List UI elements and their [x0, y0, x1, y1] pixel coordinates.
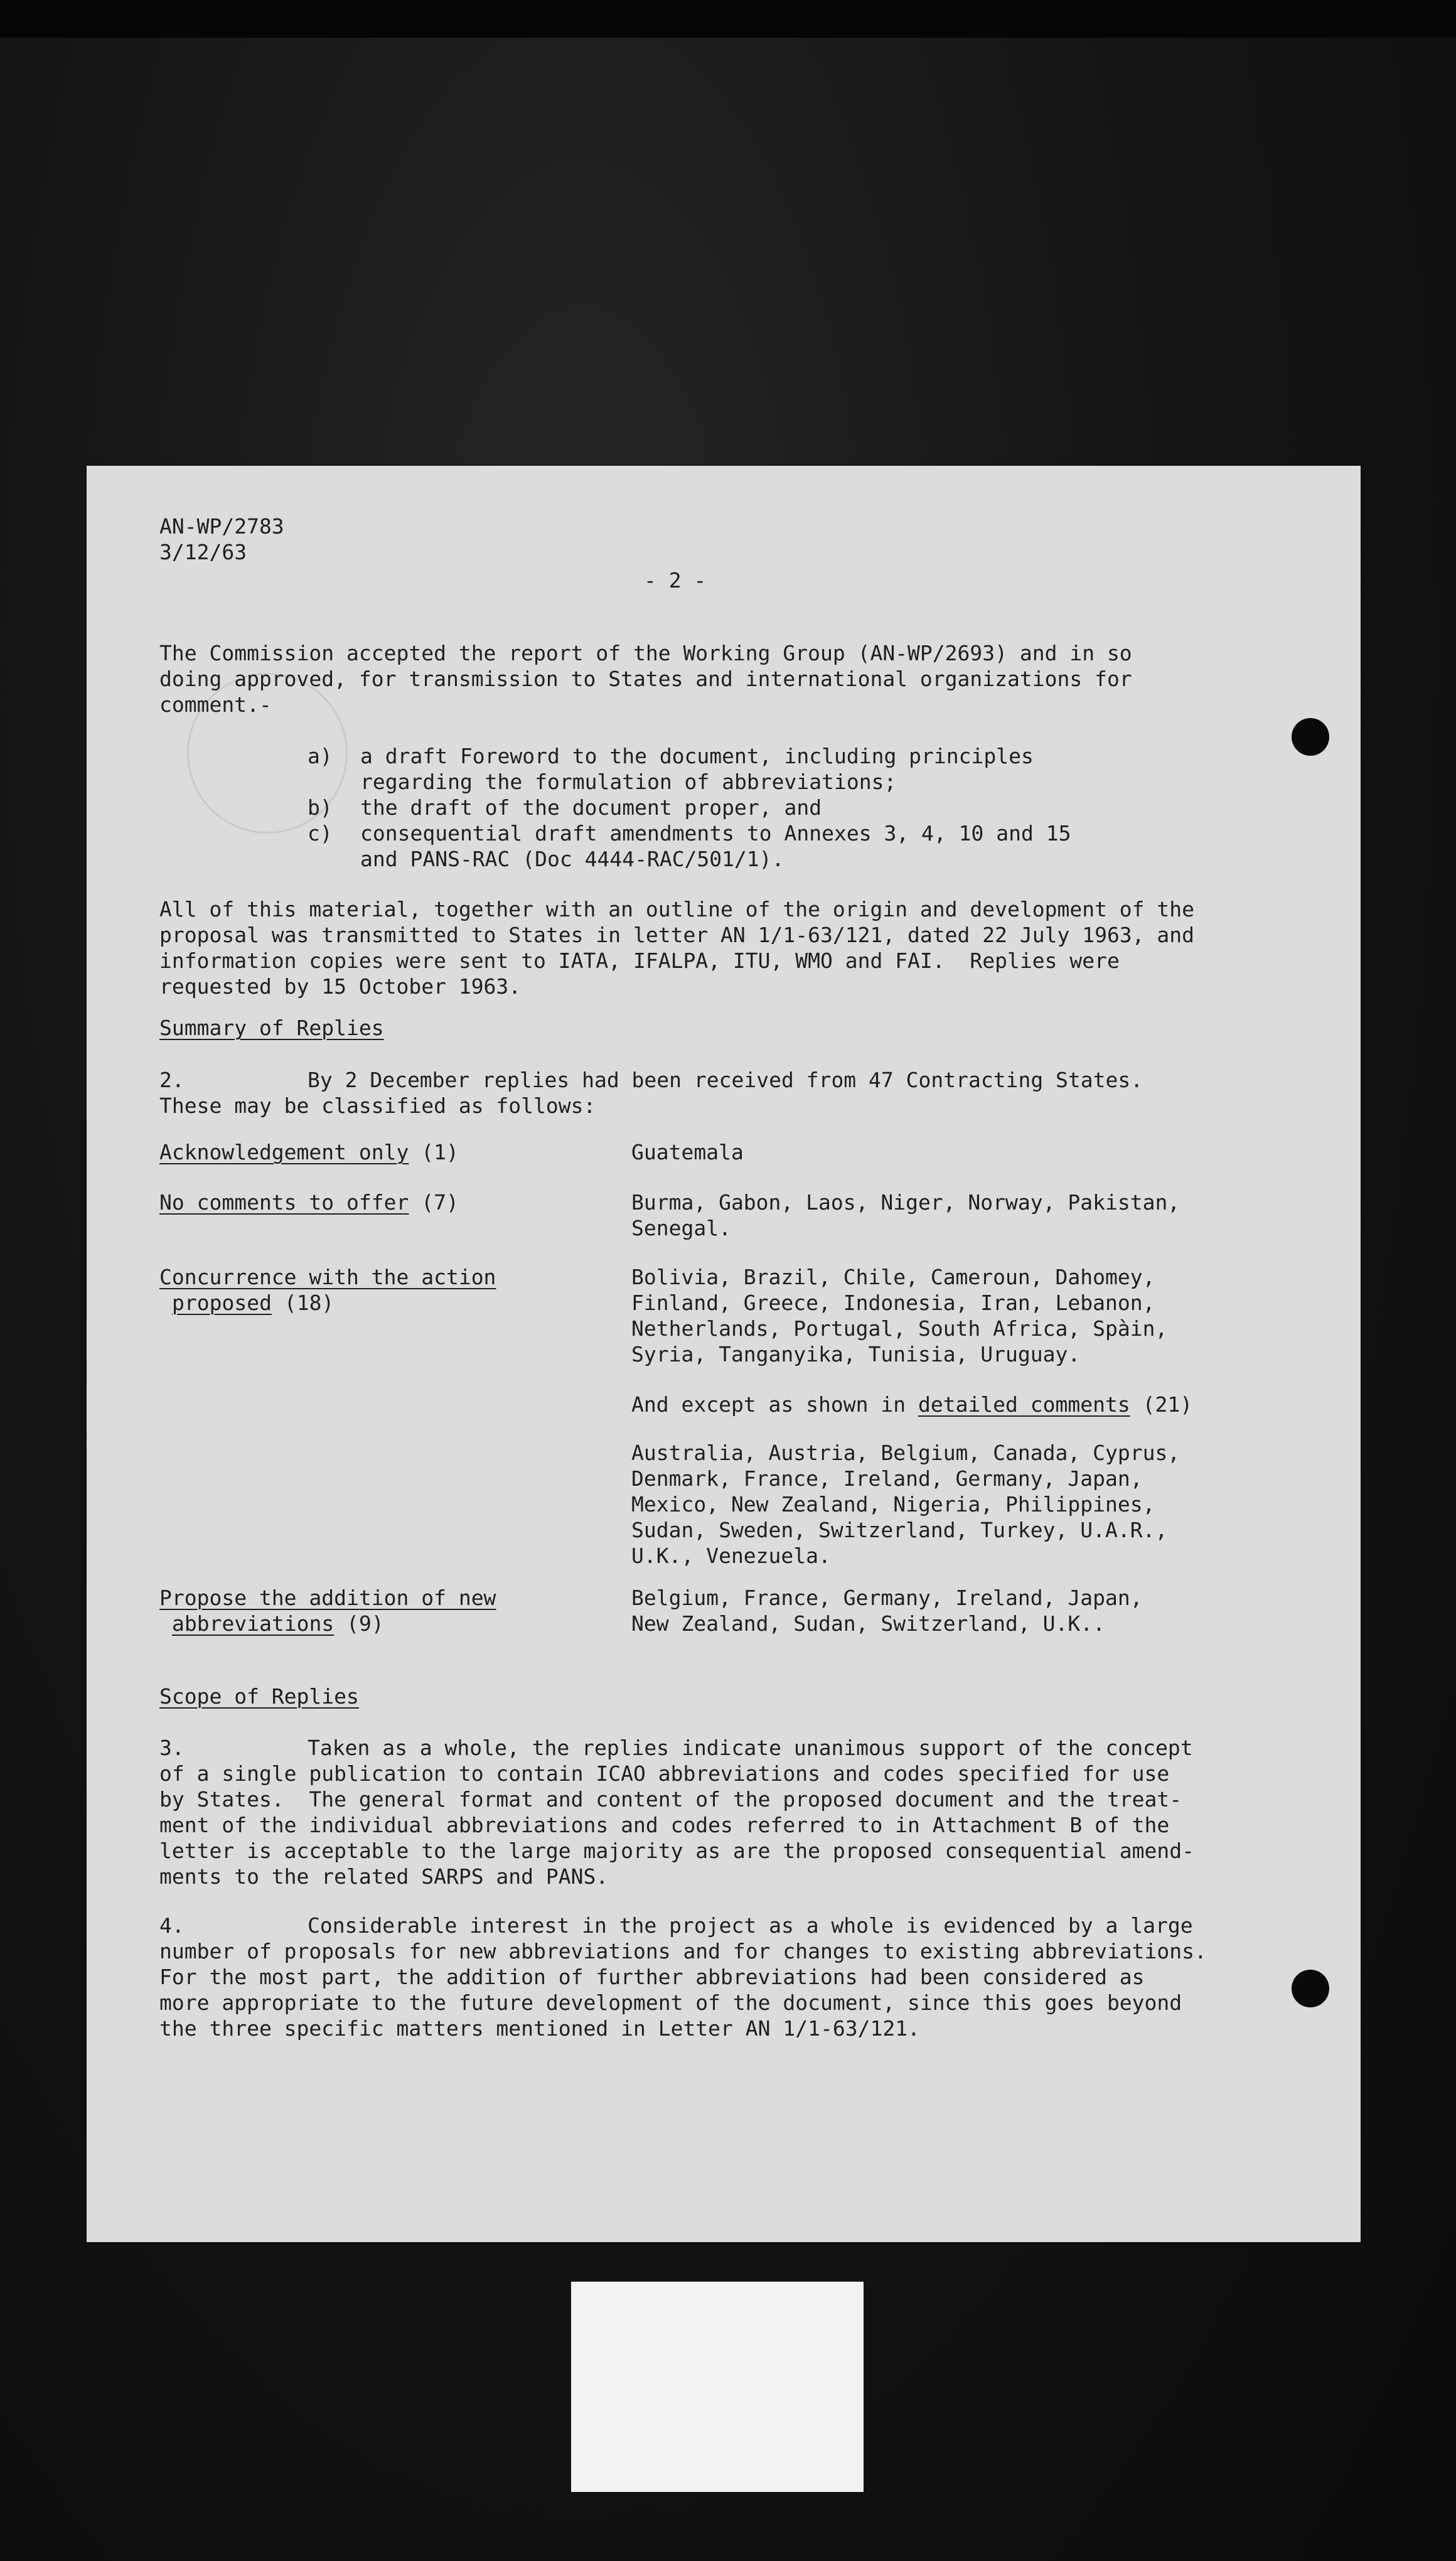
film-border	[0, 0, 1456, 38]
page-number: - 2 -	[644, 568, 707, 593]
category-states: Senegal.	[631, 1216, 731, 1240]
intro-line: comment.-	[159, 692, 272, 717]
para1-line: requested by 15 October 1963.	[159, 974, 522, 999]
item-line: regarding the formulation of abbreviations;	[360, 770, 897, 794]
item-line: a draft Foreword to the document, including principles	[360, 744, 1034, 768]
detailed-comments-label: detailed comments	[918, 1392, 1130, 1417]
para4-line: For the most part, the addition of further abbreviations had been considered as	[159, 1965, 1145, 1989]
para2-number: 2.	[159, 1068, 185, 1092]
category-states: Finland, Greece, Indonesia, Iran, Lebanon,	[631, 1291, 1155, 1315]
category-states: Bolivia, Brazil, Chile, Cameroun, Dahomey,	[631, 1265, 1155, 1289]
category-label: Concurrence with the action	[159, 1265, 496, 1289]
item-label: c)	[308, 821, 333, 846]
category-states: Burma, Gabon, Laos, Niger, Norway, Pakistan,	[631, 1190, 1180, 1215]
para3-number: 3.	[159, 1736, 185, 1760]
para3-line: letter is acceptable to the large majority as are the proposed consequential amend-	[159, 1839, 1195, 1863]
para2-line: By 2 December replies had been received from 47 Contracting States.	[308, 1068, 1143, 1092]
category-row	[159, 1189, 459, 1215]
para2-line: These may be classified as follows:	[159, 1093, 596, 1118]
para1-line: information copies were sent to IATA, IFALPA, ITU, WMO and FAI. Replies were	[159, 948, 1120, 973]
summary-heading: Summary of Replies	[159, 1016, 384, 1040]
document-page	[87, 466, 1361, 2242]
category-count: (7)	[421, 1190, 459, 1215]
item-label: b)	[308, 795, 333, 820]
intro-line: The Commission accepted the report of the Working Group (AN-WP/2693) and in so	[159, 641, 1132, 665]
category-states: Guatemala	[631, 1140, 744, 1164]
item-label: a)	[308, 744, 333, 768]
para1-line: All of this material, together with an outline of the origin and development of the	[159, 897, 1195, 921]
category-states: Syria, Tanganyika, Tunisia, Uruguay.	[631, 1342, 1081, 1366]
item-line: the draft of the document proper, and	[360, 795, 822, 820]
category-count: (1)	[421, 1140, 459, 1164]
doc-reference: AN-WP/2783	[159, 514, 284, 539]
para3-line: Taken as a whole, the replies indicate unanimous support of the concept	[308, 1736, 1193, 1760]
para4-number: 4.	[159, 1913, 185, 1938]
category-label: No comments to offer	[159, 1190, 409, 1215]
para3-line: by States. The general format and content of the proposed document and the treat-	[159, 1787, 1182, 1812]
para3-line: ment of the individual abbreviations and codes referred to in Attachment B of the	[159, 1813, 1170, 1837]
except-states: U.K., Venezuela.	[631, 1544, 831, 1568]
para3-line: of a single publication to contain ICAO abbreviations and codes specified for use	[159, 1761, 1170, 1786]
para1-line: proposal was transmitted to States in letter AN 1/1-63/121, dated 22 July 1963, and	[159, 923, 1195, 947]
category-count: (9)	[346, 1611, 384, 1636]
category-row	[172, 1611, 384, 1636]
category-label: Acknowledgement only	[159, 1140, 409, 1164]
category-states: Netherlands, Portugal, South Africa, Spàin,	[631, 1316, 1168, 1341]
punch-hole-top	[1292, 718, 1329, 756]
item-line: consequential draft amendments to Annexes 3, 4, 10 and 15	[360, 821, 1071, 846]
white-card	[571, 2282, 864, 2492]
except-line: And except as shown in detailed comments (21)	[631, 1392, 1193, 1417]
except-states: Australia, Austria, Belgium, Canada, Cyprus,	[631, 1441, 1180, 1465]
item-line: and PANS-RAC (Doc 4444-RAC/501/1).	[360, 847, 784, 871]
category-states: New Zealand, Sudan, Switzerland, U.K..	[631, 1611, 1105, 1636]
category-count: (18)	[284, 1291, 335, 1315]
category-label: abbreviations	[172, 1611, 335, 1636]
category-states: Belgium, France, Germany, Ireland, Japan,	[631, 1586, 1143, 1610]
para4-line: number of proposals for new abbreviations and for changes to existing abbreviations.	[159, 1939, 1207, 1963]
except-states: Sudan, Sweden, Switzerland, Turkey, U.A.R.,	[631, 1518, 1168, 1542]
except-states: Denmark, France, Ireland, Germany, Japan,	[631, 1466, 1143, 1491]
category-row	[172, 1290, 334, 1316]
intro-line: doing approved, for transmission to States and international organizations for	[159, 667, 1132, 691]
category-label: Propose the addition of new	[159, 1586, 496, 1610]
doc-date: 3/12/63	[159, 540, 247, 564]
category-row	[159, 1139, 459, 1165]
punch-hole-bottom	[1292, 1970, 1329, 2007]
except-states: Mexico, New Zealand, Nigeria, Philippines,	[631, 1492, 1155, 1517]
para4-line: the three specific matters mentioned in Letter AN 1/1-63/121.	[159, 2016, 920, 2041]
category-label: proposed	[172, 1291, 272, 1315]
para4-line: Considerable interest in the project as a whole is evidenced by a large	[308, 1913, 1193, 1938]
para3-line: ments to the related SARPS and PANS.	[159, 1864, 609, 1889]
para4-line: more appropriate to the future development of the document, since this goes beyond	[159, 1990, 1182, 2015]
scope-heading: Scope of Replies	[159, 1684, 359, 1709]
